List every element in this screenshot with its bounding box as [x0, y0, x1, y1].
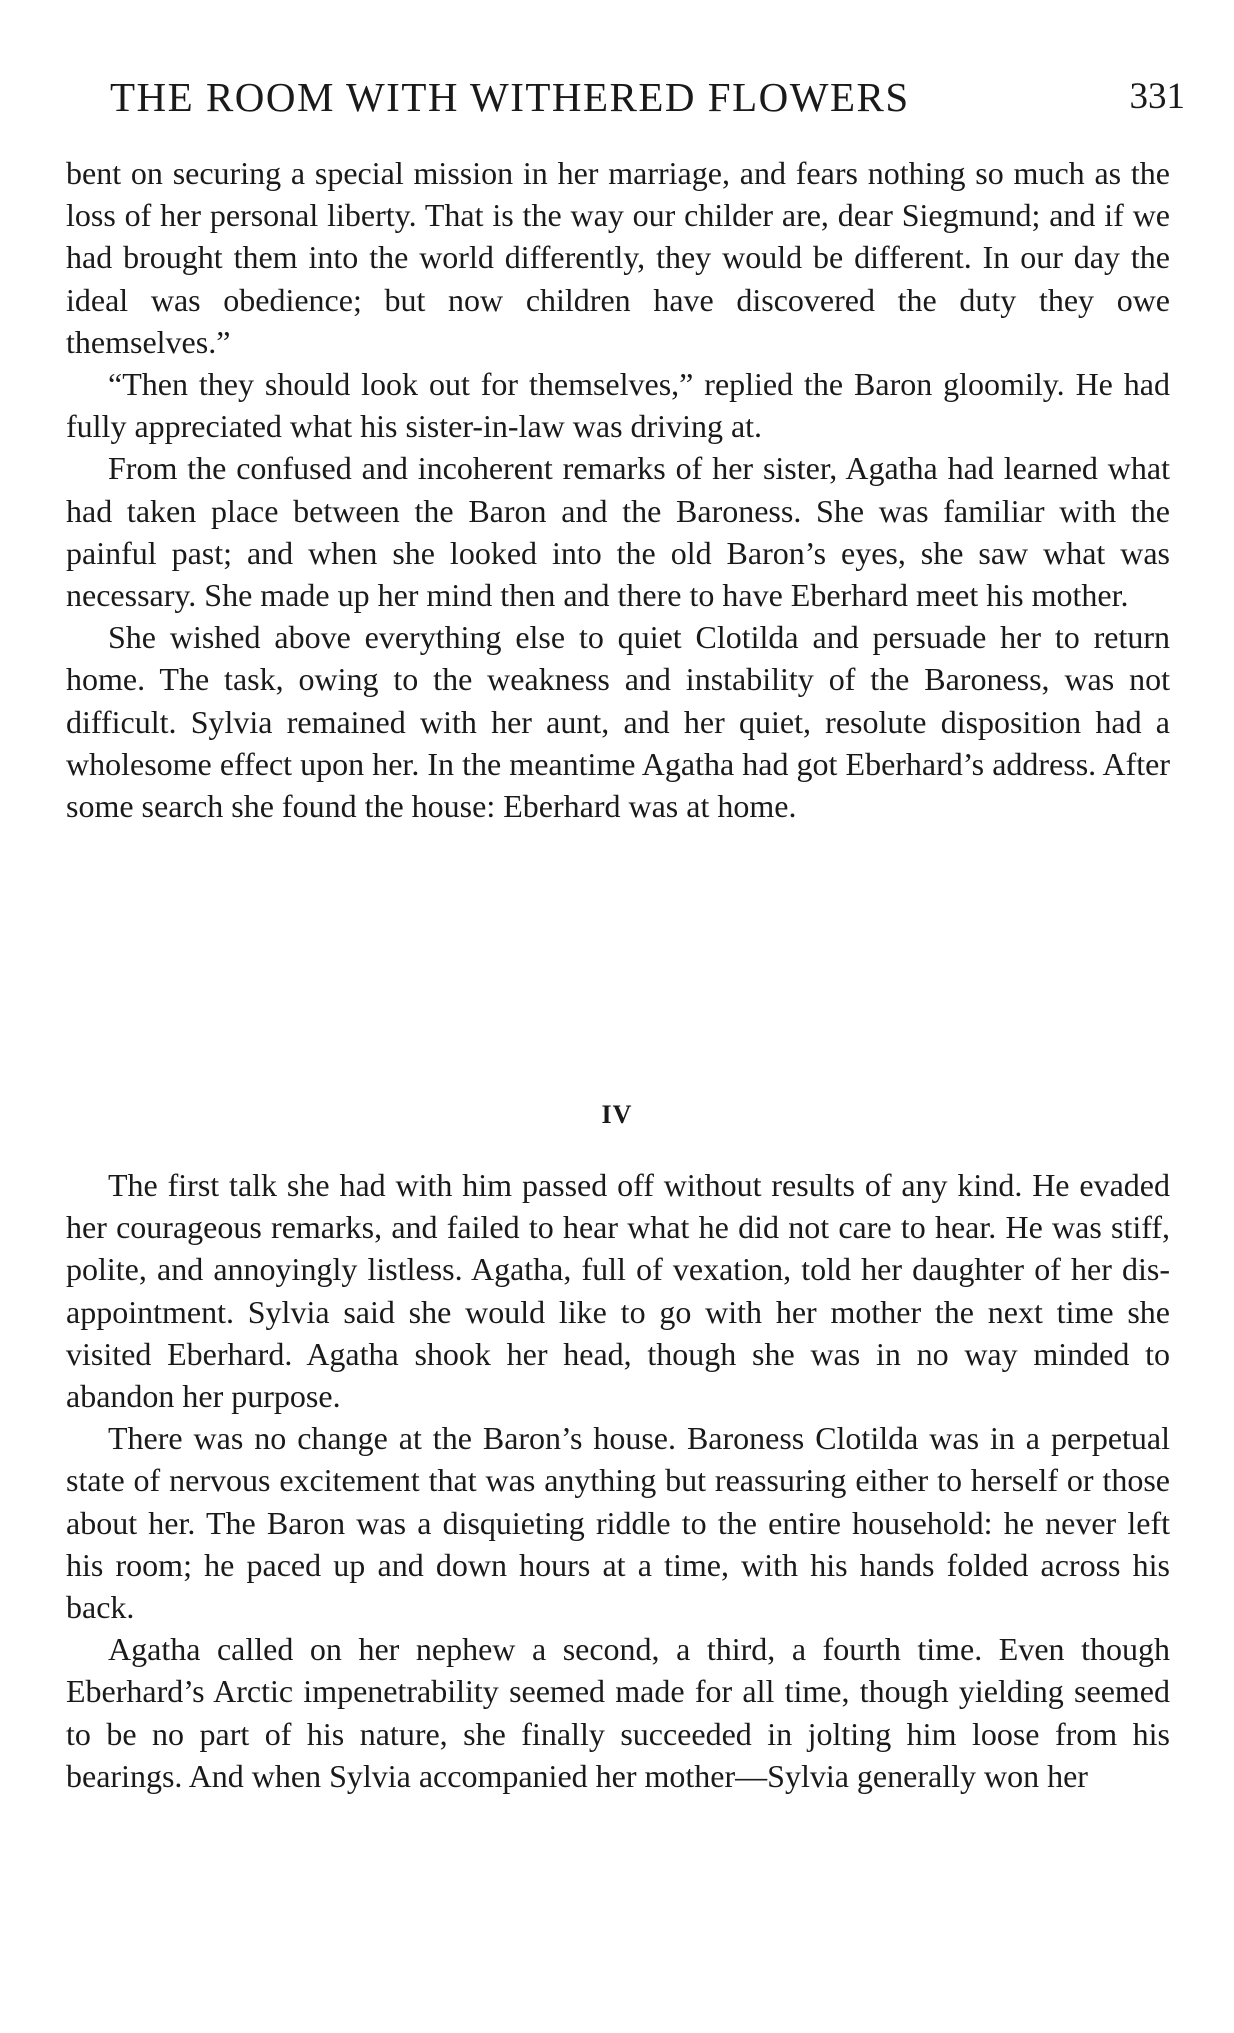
running-title: THE ROOM WITH WITHERED FLOWERS — [110, 74, 910, 120]
running-head — [110, 72, 1185, 122]
paragraph: She wished above everything else to quiet Clotilda and persuade her to return home. The task, owing to the weakness and instability of the Baroness, was not difficult. Sylvia remained with her aunt, and her quiet, resolute disposition had a wholesome effect upon her. In the meantime Agatha had got Eberhard’s address. After some search she found the house: Eberhard was at home. — [66, 619, 1170, 825]
page-number: 331 — [1129, 76, 1185, 117]
paragraph: “Then they should look out for themselves,” replied the Baron gloomily. He had fully appreciated what his sister-in-law was driving at. — [66, 366, 1170, 445]
paragraph: Agatha called on her nephew a second, a third, a fourth time. Even though Eberhard’s Arctic impenetrability seemed made for all time, though yielding seemed to be no part of his nature, she finally succeeded in jolting him loose from his bearings. And when Sylvia accompanied her mother—Sylvia generally won her — [66, 1631, 1170, 1794]
section-heading: IV — [601, 1100, 633, 1129]
paragraph: From the confused and incoherent remarks of her sister, Agatha had learned what had taken place between the Baron and the Baroness. She was familiar with the painful past; and when she looked into the old Baron’s eyes, she saw what was necessary. She made up her mind then and there to have Eberhard meet his mother. — [66, 450, 1170, 614]
paragraph-continued: bent on securing a special mission in her marriage, and fears nothing so much as the loss of her personal liberty. That is the way our childer are, dear Siegmund; and if we had brought them into the world differently, they would be different. In our day the ideal was obedience; but now children have discovered the duty they owe themselves.” — [66, 155, 1170, 360]
body-text-before-section — [66, 152, 1170, 827]
paragraph: There was no change at the Baron’s house. Baroness Clotilda was in a perpetual state of nervous excitement that was anything but reassuring either to herself or those about her. The Baron was a disquieting riddle to the entire household: he never left his room; he paced up and down hours at a time, with his hands folded across his back. — [66, 1420, 1170, 1626]
paragraph: The first talk she had with him passed off without results of any kind. He evaded her courageous remarks, and failed to hear what he did not care to hear. He was stiff, polite, and annoyingly listless. Agatha, full of vexation, told her daughter of her disappointment. Sylvia said she would like to go with her mother the next time she visited Eberhard. Agatha shook her head, though she was in no way minded to abandon her purpose. — [66, 1167, 1170, 1415]
body-text-section-iv — [66, 1164, 1170, 1797]
